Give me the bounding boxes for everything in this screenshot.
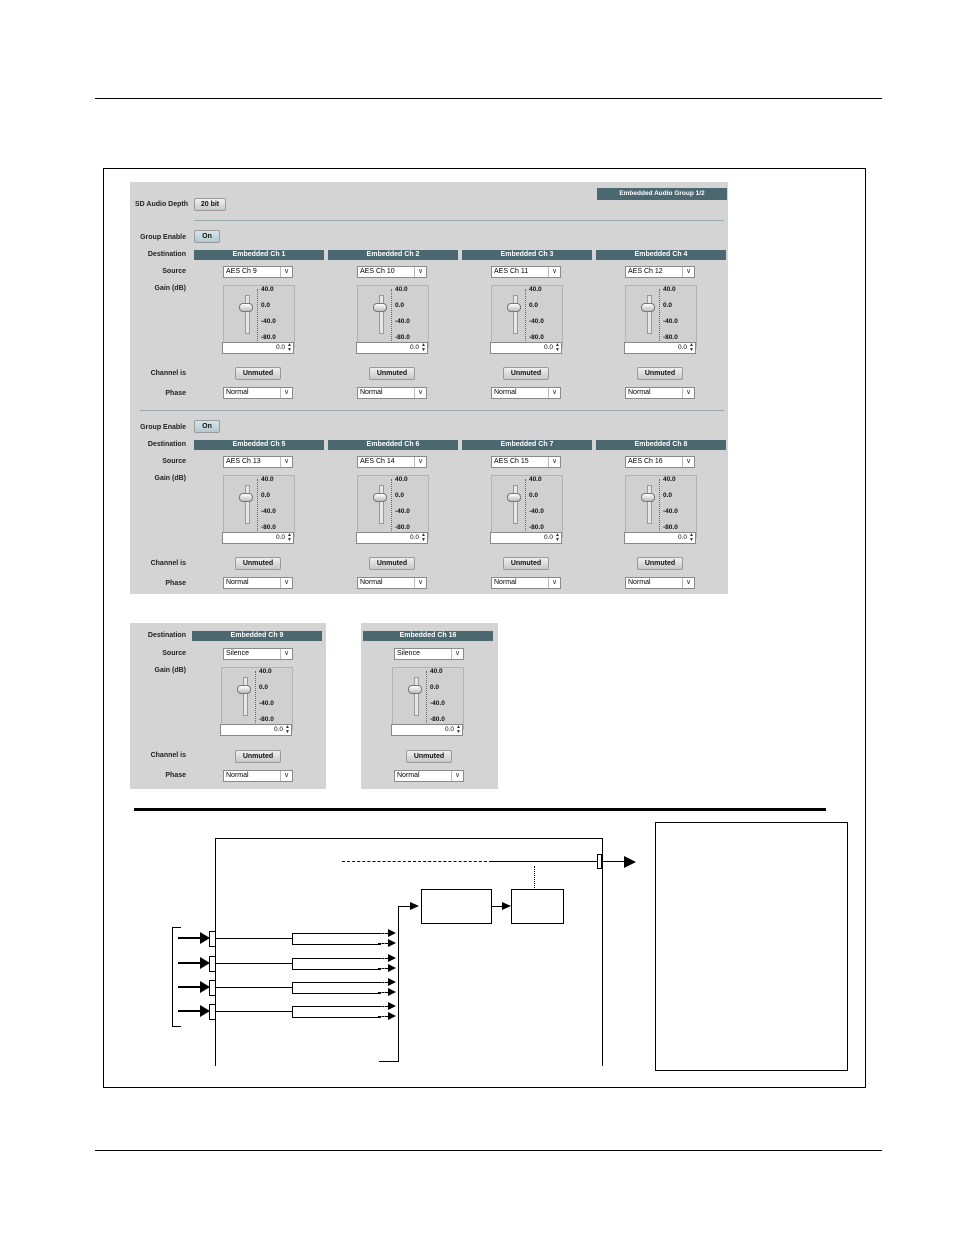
phase-select[interactable]	[357, 577, 427, 589]
gain-slider-handle[interactable]	[641, 493, 655, 502]
spinner-icon[interactable]: ▲ ▼	[421, 342, 426, 353]
dashed-line	[378, 943, 388, 944]
gain-input[interactable]	[624, 342, 696, 354]
signal-line	[216, 963, 292, 964]
chevron-down-icon[interactable]: ∨	[548, 457, 560, 467]
gain-value: 0.0	[543, 534, 553, 541]
dashed-line	[378, 1006, 388, 1007]
scale-tick-label: 0.0	[430, 684, 440, 691]
input-port	[209, 931, 216, 947]
source-select[interactable]	[625, 266, 695, 278]
chevron-down-icon[interactable]: ∨	[451, 771, 463, 781]
scale-tick-label: -80.0	[395, 524, 410, 531]
row-label-phase: Phase	[165, 580, 186, 587]
scale-tick-label: -40.0	[261, 318, 276, 325]
gain-slider-handle[interactable]	[507, 493, 521, 502]
input-line	[178, 986, 202, 988]
gain-value: 0.0	[275, 534, 285, 541]
scale-tick-label: 40.0	[261, 476, 274, 483]
gain-slider-track[interactable]	[414, 677, 419, 716]
gain-slider-handle[interactable]	[373, 303, 387, 312]
row-label-source: Source	[162, 650, 186, 657]
scale-tick-label: -80.0	[529, 334, 544, 341]
diagram-top-rule	[134, 808, 826, 811]
source-select[interactable]	[491, 456, 561, 468]
scale-tick-label: -80.0	[395, 334, 410, 341]
scale-tick-label: 40.0	[259, 668, 272, 675]
gain-slider-track[interactable]	[245, 485, 250, 524]
row-label-channel_is: Channel is	[150, 752, 186, 759]
spinner-icon[interactable]: ▲ ▼	[287, 532, 292, 543]
splitter	[292, 933, 381, 945]
chevron-down-icon[interactable]: ∨	[548, 388, 560, 398]
source-select[interactable]	[394, 648, 464, 660]
destination-tab[interactable]: Embedded Ch 5	[194, 440, 324, 450]
mute-button[interactable]: Unmuted	[503, 557, 549, 570]
signal-line	[216, 938, 292, 939]
header-rule	[95, 98, 882, 99]
spinner-icon[interactable]: ▲ ▼	[555, 342, 560, 353]
process-block-1	[421, 889, 492, 924]
input-line	[178, 937, 202, 939]
phase-select[interactable]	[223, 387, 293, 399]
gain-scale	[257, 289, 259, 341]
input-port	[209, 980, 216, 996]
destination-tab[interactable]: Embedded Ch 4	[596, 250, 726, 260]
gain-input[interactable]	[220, 724, 292, 736]
phase-select[interactable]	[223, 577, 293, 589]
row-label-destination: Destination	[147, 632, 186, 639]
divider	[140, 410, 724, 411]
scale-tick-label: -80.0	[261, 334, 276, 341]
row-label-source: Source	[162, 458, 186, 465]
chevron-down-icon[interactable]: ∨	[280, 388, 292, 398]
spinner-icon[interactable]: ▲ ▼	[689, 532, 694, 543]
gain-scale	[257, 479, 259, 531]
source-select-value: AES Ch 15	[494, 458, 529, 465]
scale-tick-label: 0.0	[663, 492, 673, 499]
row-label-phase: Phase	[165, 772, 186, 779]
phase-select-value: Normal	[226, 579, 249, 586]
mute-button[interactable]: Unmuted	[369, 367, 415, 380]
gain-control	[223, 285, 295, 353]
embedded-audio-group-panel	[130, 182, 728, 594]
spinner-icon[interactable]: ▲ ▼	[421, 532, 426, 543]
arrow-right-icon	[388, 1012, 397, 1021]
scale-tick-label: -80.0	[529, 524, 544, 531]
gain-slider-track[interactable]	[647, 295, 652, 334]
scale-tick-label: -80.0	[261, 524, 276, 531]
phase-select[interactable]	[491, 577, 561, 589]
chevron-down-icon[interactable]: ∨	[280, 578, 292, 588]
dashed-line	[378, 968, 388, 969]
scale-tick-label: 0.0	[261, 302, 271, 309]
phase-select[interactable]	[357, 387, 427, 399]
scale-tick-label: 40.0	[529, 286, 542, 293]
chevron-down-icon[interactable]: ∨	[682, 267, 694, 277]
destination-tab[interactable]: Embedded Ch 16	[363, 631, 493, 641]
spinner-icon[interactable]: ▲ ▼	[285, 724, 290, 735]
chevron-down-icon[interactable]: ∨	[682, 578, 694, 588]
gain-value: 0.0	[273, 726, 283, 733]
signal-line	[216, 987, 292, 988]
gain-control	[357, 475, 429, 543]
row-label-channel_is: Channel is	[150, 370, 186, 377]
phase-select[interactable]	[625, 577, 695, 589]
arrow-right-icon	[388, 1002, 397, 1011]
dashed-line	[378, 933, 388, 934]
gain-value: 0.0	[409, 344, 419, 351]
source-select[interactable]	[491, 266, 561, 278]
gain-control	[491, 475, 563, 543]
source-select-value: AES Ch 11	[494, 268, 529, 275]
gain-control	[491, 285, 563, 353]
source-select-value: AES Ch 13	[226, 458, 261, 465]
scale-tick-label: 0.0	[529, 302, 539, 309]
source-select[interactable]	[357, 266, 427, 278]
chevron-down-icon[interactable]: ∨	[414, 578, 426, 588]
group-enable-button[interactable]: On	[194, 420, 220, 433]
scale-tick-label: -80.0	[430, 716, 445, 723]
phase-select-value: Normal	[628, 389, 651, 396]
spinner-icon[interactable]: ▲ ▼	[456, 724, 461, 735]
group-enable-label: Group Enable	[140, 234, 186, 241]
gain-control	[392, 667, 464, 735]
gain-slider-handle[interactable]	[239, 303, 253, 312]
gain-slider-track[interactable]	[647, 485, 652, 524]
chevron-down-icon[interactable]: ∨	[280, 457, 292, 467]
spinner-icon[interactable]: ▲ ▼	[555, 532, 560, 543]
notes-box	[655, 822, 848, 1071]
gain-value: 0.0	[543, 344, 553, 351]
embedded-ch-16-panel	[361, 623, 498, 789]
input-port	[209, 1004, 216, 1020]
embedded-ch-9-panel	[130, 623, 326, 789]
gain-slider-handle[interactable]	[237, 685, 251, 694]
arrow-right-icon	[388, 954, 397, 963]
gain-scale	[525, 479, 527, 531]
destination-tab[interactable]: Embedded Ch 3	[462, 250, 592, 260]
gain-scale	[255, 671, 257, 723]
mute-button[interactable]: Unmuted	[406, 750, 452, 763]
destination-tab[interactable]: Embedded Ch 7	[462, 440, 592, 450]
phase-select[interactable]	[394, 770, 464, 782]
scale-tick-label: -40.0	[430, 700, 445, 707]
gain-control	[357, 285, 429, 353]
mute-button[interactable]: Unmuted	[369, 557, 415, 570]
source-select[interactable]	[357, 456, 427, 468]
scale-tick-label: -80.0	[259, 716, 274, 723]
row-label-gain: Gain (dB)	[154, 475, 186, 482]
arrow-right-icon	[388, 929, 397, 938]
arrow-right-icon	[388, 964, 397, 973]
gain-scale	[391, 289, 393, 341]
gain-scale	[525, 289, 527, 341]
chevron-down-icon[interactable]: ∨	[548, 267, 560, 277]
arrow-right-icon	[388, 939, 397, 948]
source-select-value: AES Ch 14	[360, 458, 395, 465]
chevron-down-icon[interactable]: ∨	[280, 771, 292, 781]
spinner-icon[interactable]: ▲ ▼	[689, 342, 694, 353]
gain-slider-track[interactable]	[243, 677, 248, 716]
dashed-signal-line	[342, 861, 492, 862]
mute-button[interactable]: Unmuted	[637, 367, 683, 380]
gain-input[interactable]	[490, 532, 562, 544]
phase-select-value: Normal	[226, 772, 249, 779]
source-select-value: AES Ch 9	[226, 268, 257, 275]
spinner-icon[interactable]: ▲ ▼	[287, 342, 292, 353]
row-label-gain: Gain (dB)	[154, 285, 186, 292]
mute-button[interactable]: Unmuted	[235, 750, 281, 763]
chevron-down-icon[interactable]: ∨	[682, 388, 694, 398]
gain-scale	[391, 479, 393, 531]
gain-input[interactable]	[356, 532, 428, 544]
sd-audio-depth-button[interactable]: 20 bit	[194, 198, 226, 211]
gain-slider-handle[interactable]	[408, 685, 422, 694]
phase-select-value: Normal	[397, 772, 420, 779]
gain-scale	[426, 671, 428, 723]
arrow-right-icon	[624, 855, 638, 869]
gain-value: 0.0	[444, 726, 454, 733]
scale-tick-label: 40.0	[663, 476, 676, 483]
chevron-down-icon[interactable]: ∨	[414, 267, 426, 277]
phase-select-value: Normal	[360, 389, 383, 396]
arrow-right-icon	[388, 988, 397, 997]
source-select-value: AES Ch 16	[628, 458, 663, 465]
divider	[194, 220, 724, 221]
dashed-line	[378, 958, 388, 959]
scale-tick-label: 0.0	[395, 492, 405, 499]
scale-tick-label: -40.0	[663, 318, 678, 325]
chevron-down-icon[interactable]: ∨	[414, 457, 426, 467]
source-select-value: Silence	[226, 650, 249, 657]
gain-scale	[659, 479, 661, 531]
input-line	[178, 1010, 202, 1012]
phase-select-value: Normal	[360, 579, 383, 586]
scale-tick-label: 40.0	[663, 286, 676, 293]
scale-tick-label: 40.0	[430, 668, 443, 675]
scale-tick-label: -40.0	[261, 508, 276, 515]
gain-control	[625, 475, 697, 543]
row-label-gain: Gain (dB)	[154, 667, 186, 674]
row-label-phase: Phase	[165, 390, 186, 397]
scale-tick-label: 40.0	[261, 286, 274, 293]
destination-tab[interactable]: Embedded Ch 1	[194, 250, 324, 260]
source-select[interactable]	[625, 456, 695, 468]
row-label-channel_is: Channel is	[150, 560, 186, 567]
group-enable-button[interactable]: On	[194, 230, 220, 243]
splitter	[292, 1006, 381, 1018]
mute-button[interactable]: Unmuted	[235, 367, 281, 380]
phase-select-value: Normal	[226, 389, 249, 396]
chevron-down-icon[interactable]: ∨	[548, 578, 560, 588]
scale-tick-label: 40.0	[395, 476, 408, 483]
destination-tab[interactable]: Embedded Ch 8	[596, 440, 726, 450]
gain-slider-track[interactable]	[513, 295, 518, 334]
arrow-right-icon	[388, 978, 397, 987]
source-select[interactable]	[223, 266, 293, 278]
source-select[interactable]	[223, 648, 293, 660]
gain-scale	[659, 289, 661, 341]
gain-input[interactable]	[222, 532, 294, 544]
gain-input[interactable]	[391, 724, 463, 736]
scale-tick-label: -40.0	[529, 318, 544, 325]
phase-select-value: Normal	[628, 579, 651, 586]
chevron-down-icon[interactable]: ∨	[280, 649, 292, 659]
input-port	[209, 956, 216, 972]
scale-tick-label: 0.0	[663, 302, 673, 309]
scale-tick-label: 40.0	[395, 286, 408, 293]
chevron-down-icon[interactable]: ∨	[280, 267, 292, 277]
mute-button[interactable]: Unmuted	[503, 367, 549, 380]
destination-tab[interactable]: Embedded Ch 9	[192, 631, 322, 641]
process-block-2	[511, 889, 564, 924]
gain-input[interactable]	[222, 342, 294, 354]
gain-control	[221, 667, 293, 735]
group-tab[interactable]: Embedded Audio Group 1/2	[597, 188, 727, 200]
phase-select[interactable]	[223, 770, 293, 782]
dashed-line	[378, 1016, 388, 1017]
phase-select[interactable]	[625, 387, 695, 399]
source-select-value: AES Ch 10	[360, 268, 395, 275]
gain-input[interactable]	[356, 342, 428, 354]
gain-slider-handle[interactable]	[507, 303, 521, 312]
source-select[interactable]	[223, 456, 293, 468]
input-line	[178, 962, 202, 964]
gain-control	[625, 285, 697, 353]
phase-select[interactable]	[491, 387, 561, 399]
scale-tick-label: -80.0	[663, 524, 678, 531]
gain-slider-track[interactable]	[379, 485, 384, 524]
destination-tab[interactable]: Embedded Ch 2	[328, 250, 458, 260]
input-bracket	[172, 927, 181, 1027]
source-select-value: Silence	[397, 650, 420, 657]
phase-select-value: Normal	[494, 579, 517, 586]
scale-tick-label: -40.0	[663, 508, 678, 515]
dashed-line	[378, 992, 388, 993]
scale-tick-label: -40.0	[529, 508, 544, 515]
group-enable-label: Group Enable	[140, 424, 186, 431]
dashed-line	[378, 982, 388, 983]
gain-value: 0.0	[275, 344, 285, 351]
gain-slider-handle[interactable]	[373, 493, 387, 502]
row-label-destination: Destination	[147, 251, 186, 258]
phase-select-value: Normal	[494, 389, 517, 396]
dashed-control-line	[534, 866, 536, 888]
scale-tick-label: -40.0	[395, 318, 410, 325]
signal-line	[216, 1011, 292, 1012]
source-select-value: AES Ch 12	[628, 268, 663, 275]
gain-value: 0.0	[677, 534, 687, 541]
mute-button[interactable]: Unmuted	[235, 557, 281, 570]
scale-tick-label: 0.0	[395, 302, 405, 309]
scale-tick-label: -80.0	[663, 334, 678, 341]
scale-tick-label: -40.0	[259, 700, 274, 707]
scale-tick-label: 40.0	[529, 476, 542, 483]
chevron-down-icon[interactable]: ∨	[451, 649, 463, 659]
row-label-destination: Destination	[147, 441, 186, 448]
chevron-down-icon[interactable]: ∨	[682, 457, 694, 467]
splitter	[292, 958, 381, 970]
scale-tick-label: -40.0	[395, 508, 410, 515]
scale-tick-label: 0.0	[259, 684, 269, 691]
mute-button[interactable]: Unmuted	[637, 557, 683, 570]
gain-input[interactable]	[490, 342, 562, 354]
gain-slider-track[interactable]	[379, 295, 384, 334]
gain-value: 0.0	[677, 344, 687, 351]
destination-tab[interactable]: Embedded Ch 6	[328, 440, 458, 450]
gain-value: 0.0	[409, 534, 419, 541]
gain-slider-track[interactable]	[513, 485, 518, 524]
row-label-source: Source	[162, 268, 186, 275]
gain-input[interactable]	[624, 532, 696, 544]
gain-slider-handle[interactable]	[239, 493, 253, 502]
chevron-down-icon[interactable]: ∨	[414, 388, 426, 398]
sd-audio-depth-label: SD Audio Depth	[135, 201, 189, 208]
scale-tick-label: 0.0	[261, 492, 271, 499]
scale-tick-label: 0.0	[529, 492, 539, 499]
gain-slider-track[interactable]	[245, 295, 250, 334]
gain-slider-handle[interactable]	[641, 303, 655, 312]
footer-rule	[95, 1150, 882, 1151]
gain-control	[223, 475, 295, 543]
splitter	[292, 982, 381, 994]
